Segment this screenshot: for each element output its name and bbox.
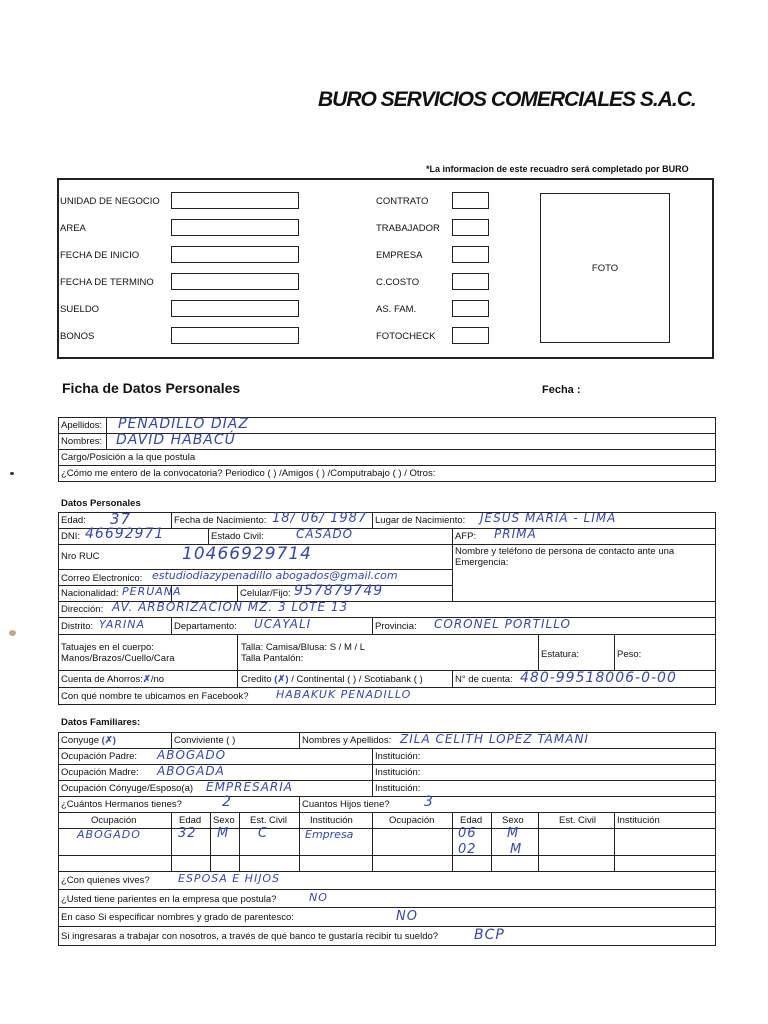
institucion-conyuge-label: Institución: [375, 783, 421, 794]
hijos-value[interactable]: 3 [424, 794, 434, 810]
cel-label: Celular/Fijo: [240, 588, 291, 599]
distrito-label: Distrito: [61, 621, 94, 632]
field-trabajador[interactable] [452, 219, 489, 236]
parientes-label: ¿Usted tiene parientes en la empresa que postula? [61, 894, 277, 905]
ocup-padre-label: Ocupación Padre: [61, 751, 138, 762]
nac-value[interactable]: PERUANA [122, 585, 182, 598]
vives-label: ¿Con quienes vives? [61, 875, 150, 886]
tatuajes-label2: Manos/Brazos/Cuello/Cara [61, 653, 175, 664]
banco-label: Si ingresaras a trabajar con nosotros, a través de qué banco te gustaría recibir tu sueldo? [61, 931, 439, 942]
correo-value[interactable]: estudiodiazypenadillo abogados@gmail.com [152, 569, 398, 582]
ruc-label: Nro RUC [61, 551, 100, 562]
institucion-madre-label: Institución: [375, 767, 421, 778]
ocup-madre-value[interactable]: ABOGADA [157, 764, 225, 778]
cargo-label: Cargo/Posición a la que postula [61, 452, 196, 463]
label-ccosto: C.COSTO [376, 277, 420, 288]
label-unidad: UNIDAD DE NEGOCIO [60, 196, 160, 207]
field-area[interactable] [171, 219, 299, 236]
dir-value[interactable]: AV. ARBORIZACION MZ. 3 LOTE 13 [112, 600, 349, 614]
nombres-value[interactable]: DAVID HABACÚ [116, 432, 236, 448]
buro-note: *La informacion de este recuadro será completado por BURO [426, 164, 689, 174]
apellidos-value[interactable]: PENADILLO DIAZ [118, 416, 249, 432]
ruc-value[interactable]: 10466929714 [182, 544, 312, 564]
conyuge-label: Conyuge (✗) [61, 735, 116, 746]
child-edad-right-1[interactable]: 06 [458, 826, 477, 841]
col-edad-left: Edad [179, 815, 202, 826]
correo-label: Correo Electronico: [61, 573, 143, 584]
parientes-value[interactable]: NO [309, 891, 328, 904]
apellidos-label: Apellidos: [61, 420, 103, 431]
label-fecha-termino: FECHA DE TERMINO [60, 277, 154, 288]
facebook-value[interactable]: HABAKUK PENADILLO [276, 688, 412, 701]
col-sexo-right: Sexo [502, 815, 524, 826]
field-bonos[interactable] [171, 327, 299, 344]
nombres-label: Nombres: [61, 436, 103, 447]
ocup-padre-value[interactable]: ABOGADO [157, 748, 227, 762]
hermanos-value[interactable]: 2 [222, 794, 232, 810]
estatura-label: Estatura: [541, 649, 580, 660]
field-fotocheck[interactable] [452, 327, 489, 344]
datos-familiares-title: Datos Familiares: [61, 717, 141, 728]
ocup-conyuge-label: Ocupación Cónyuge/Esposo(a) [61, 783, 194, 794]
label-sueldo: SUELDO [60, 304, 100, 315]
company-name: BURO SERVICIOS COMERCIALES S.A.C. [318, 88, 696, 111]
child-edad-value[interactable]: 32 [178, 826, 197, 841]
talla-camisa-label: Talla: Camisa/Blusa: S / M / L [241, 642, 366, 653]
child-sexo-right-2[interactable]: M [510, 842, 523, 857]
edad-label: Edad: [61, 515, 86, 526]
col-estcivil-left: Est. Civil [250, 815, 287, 826]
field-sueldo[interactable] [171, 300, 299, 317]
field-empresa[interactable] [452, 246, 489, 263]
tatuajes-label: Tatuajes en el cuerpo: [61, 642, 154, 653]
label-area: AREA [60, 223, 86, 234]
ahorros-label: Cuenta de Ahorros:✗/no [61, 674, 165, 685]
field-ccosto[interactable] [452, 273, 489, 290]
hijos-label: Cuantos Hijos tiene? [302, 799, 390, 810]
col-estcivil-right: Est. Civil [559, 815, 596, 826]
field-asfam[interactable] [452, 300, 489, 317]
institucion-padre-label: Institución: [375, 751, 421, 762]
label-fotocheck: FOTOCHECK [376, 331, 436, 342]
dni-value[interactable]: 46692971 [85, 526, 165, 542]
label-trabajador: TRABAJADOR [376, 223, 440, 234]
nombres-ap-label: Nombres y Apellidos: [302, 735, 392, 746]
child-estcivil-value[interactable]: C [258, 826, 269, 841]
child-sexo-right-1[interactable]: M [507, 826, 520, 841]
ecivil-value[interactable]: CASADO [296, 527, 354, 541]
col-institucion-left: Institución [310, 815, 353, 826]
label-empresa: EMPRESA [376, 250, 423, 261]
ocup-madre-label: Ocupación Madre: [61, 767, 139, 778]
afp-value[interactable]: PRIMA [494, 527, 537, 541]
lnac-label: Lugar de Nacimiento: [375, 515, 466, 526]
distrito-value[interactable]: YARINA [99, 618, 146, 631]
fnac-label: Fecha de Nacimiento: [174, 515, 267, 526]
nombres-ap-value[interactable]: ZILA CELITH LOPEZ TAMANI [400, 732, 589, 746]
ncuenta-value[interactable]: 480-99518006-0-00 [520, 670, 677, 686]
child-edad-right-2[interactable]: 02 [458, 842, 477, 857]
field-fecha-inicio[interactable] [171, 246, 299, 263]
convocatoria-label: ¿Cómo me entero de la convocatoria? Periodico ( ) /Amigos ( ) /Computrabajo ( ) / Otros: [61, 468, 436, 479]
dir-label: Dirección: [61, 604, 104, 615]
child-institucion-value[interactable]: Empresa [305, 828, 354, 841]
especificar-value[interactable]: NO [396, 909, 418, 924]
fecha-label: Fecha : [542, 384, 581, 396]
talla-pantalon-label: Talla Pantalón: [241, 653, 304, 664]
dni-label: DNI: [61, 531, 80, 542]
field-contrato[interactable] [452, 192, 489, 209]
depto-label: Departamento: [174, 621, 237, 632]
especificar-label: En caso Si especificar nombres y grado de parentesco: [61, 912, 294, 923]
child-ocupacion-value[interactable]: ABOGADO [77, 828, 141, 841]
ecivil-label: Estado Civil: [211, 531, 264, 542]
ocup-conyuge-value[interactable]: EMPRESARIA [206, 780, 294, 794]
photo-label: FOTO [591, 262, 619, 274]
child-sexo-value[interactable]: M [217, 826, 230, 841]
col-ocupacion-left: Ocupación [91, 815, 137, 826]
edad-value[interactable]: 37 [110, 510, 132, 528]
prov-label: Provincia: [375, 621, 417, 632]
col-sexo-left: Sexo [213, 815, 235, 826]
afp-label: AFP: [455, 531, 477, 542]
datos-personales-title: Datos Personales [61, 498, 141, 509]
facebook-label: Con qué nombre te ubicamos en Facebook? [61, 691, 249, 702]
label-bonos: BONOS [60, 331, 95, 342]
contacto-label: Nombre y teléfono de persona de contacto ante una Emergencia: [455, 546, 675, 568]
col-edad-right: Edad [460, 815, 483, 826]
label-asfam: AS. FAM. [376, 304, 417, 315]
field-unidad[interactable] [171, 192, 299, 209]
photo-box [540, 193, 670, 343]
lnac-value[interactable]: JESUS MARIA - LIMA [480, 511, 617, 525]
credito-label: Credito (✗) / Continental ( ) / Scotiabank ( ) [241, 674, 423, 685]
banco-value[interactable]: BCP [474, 927, 505, 943]
peso-label: Peso: [617, 649, 642, 660]
field-fecha-termino[interactable] [171, 273, 299, 290]
ficha-title: Ficha de Datos Personales [62, 380, 241, 396]
conviviente-label: Conviviente ( ) [174, 735, 236, 746]
ncuenta-label: N° de cuenta: [455, 674, 513, 685]
nac-label: Nacionalidad: [61, 588, 119, 599]
col-institucion-right: Institución [617, 815, 660, 826]
cel-value[interactable]: 957879749 [294, 583, 384, 599]
label-contrato: CONTRATO [376, 196, 429, 207]
hermanos-label: ¿Cuántos Hermanos tienes? [61, 799, 182, 810]
prov-value[interactable]: CORONEL PORTILLO [434, 617, 572, 631]
depto-value[interactable]: UCAYALI [254, 617, 312, 631]
vives-value[interactable]: ESPOSA E HIJOS [178, 872, 281, 885]
label-fecha-inicio: FECHA DE INICIO [60, 250, 140, 261]
fnac-value[interactable]: 18/ 06/ 1987 [272, 511, 368, 526]
col-ocupacion-right: Ocupación [389, 815, 435, 826]
